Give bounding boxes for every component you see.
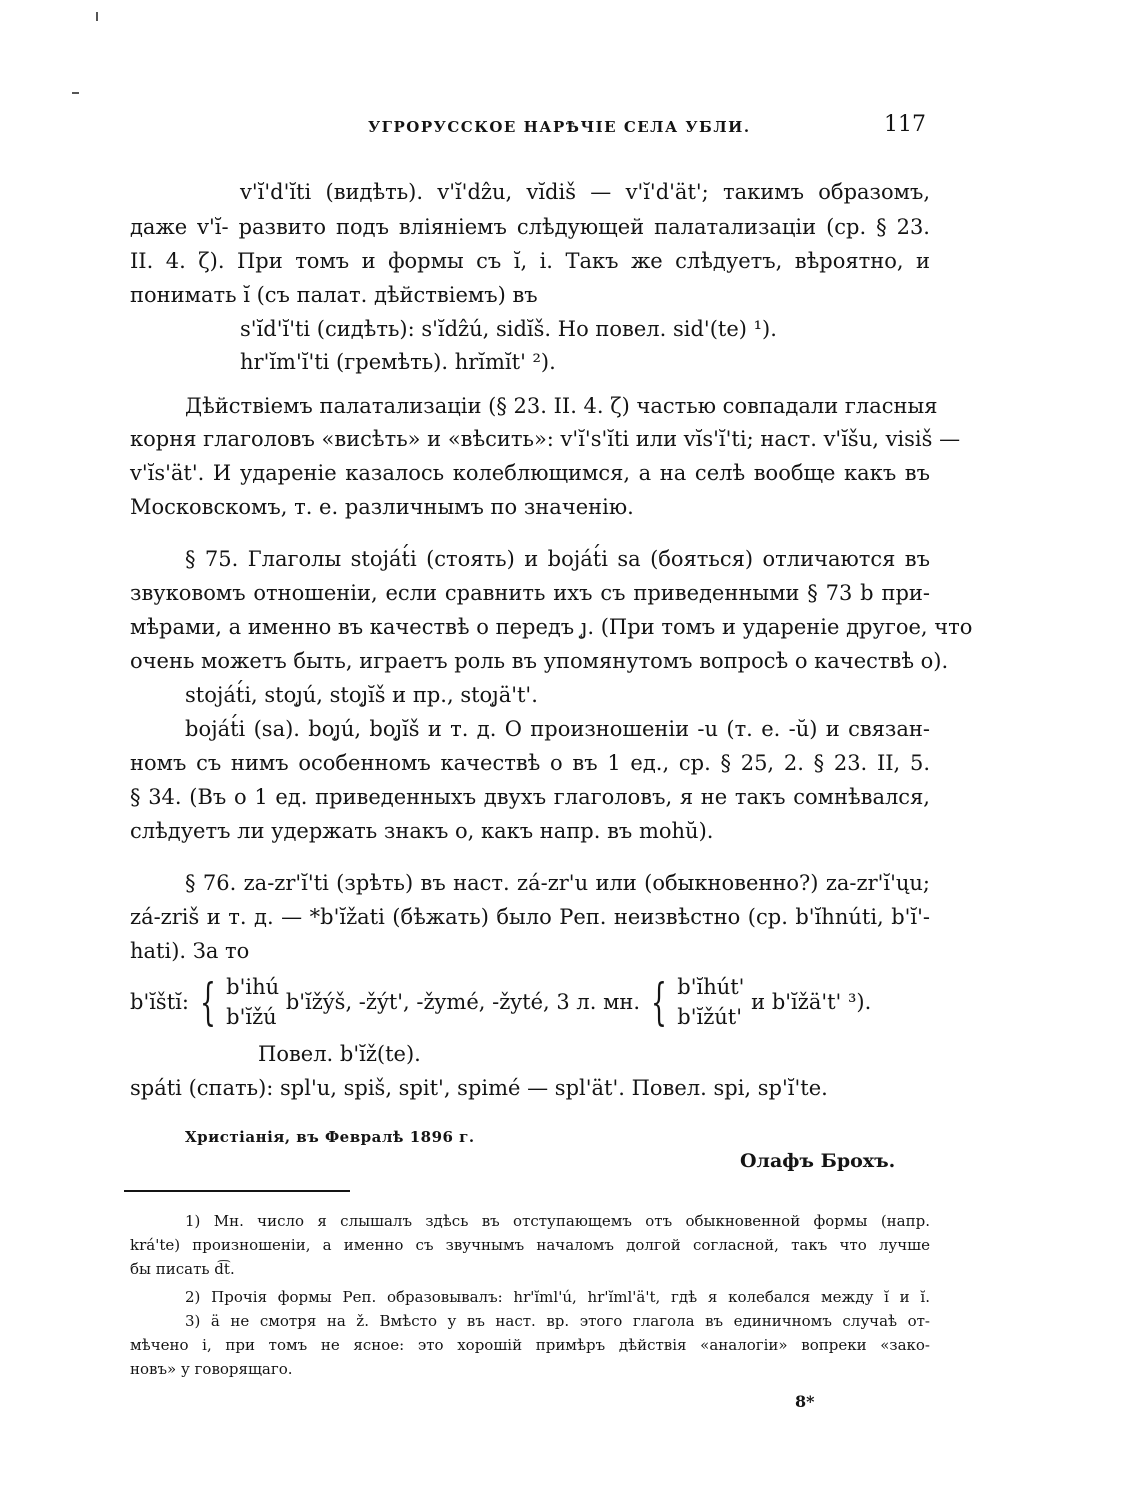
signature-mark: 8* (795, 1392, 815, 1411)
conj-stack-2 (677, 972, 744, 1032)
signature-author: Олафъ Брохъ. (740, 1150, 896, 1172)
conj-stack-1 (226, 972, 279, 1032)
text-line: слѣдуетъ ли удержать знакъ о, какъ напр. въ mohŭ). (130, 819, 714, 843)
conj-option: b'ĭžú (226, 1005, 277, 1029)
text-line: очень можетъ быть, играетъ роль въ упомянутомъ вопросѣ о качествѣ о). (130, 649, 949, 673)
example-line: stoját́i, stoȷ̨ú, stoȷ̨ĭš и пр., stoȷ̨ä't'. (185, 683, 538, 707)
footnote-line: бы писать d͡t. (130, 1260, 235, 1278)
example-line: s'ĭd'ĭ'ti (сидѣть): s'ĭdẑú, sidĭš. Но повел. sid'(te) ¹). (240, 317, 777, 341)
scan-speck (72, 92, 79, 94)
text-line: § 75. Глаголы stoját́i (стоять) и boját́i sa (бояться) отличаются въ (185, 547, 930, 571)
text-line: Московскомъ, т. е. различнымъ по значенію. (130, 495, 634, 519)
footnote-line: 2) Прочія формы Реп. образовывалъ: hr'ĭml'ú, hr'ĭml'ä't, гдѣ я колебался между ĭ и ĭ. (185, 1288, 930, 1306)
text-line: v'ĭ'd'ĭti (видѣть). v'ĭ'dẑu, vĭdiš — v'ĭ'd'ät'; такимъ образомъ, (240, 180, 930, 204)
text-line: мѣрами, а именно въ качествѣ о передъ ȷ̨. (При томъ и удареніе другое, что (130, 615, 973, 639)
conj-option: b'ihú (226, 975, 280, 999)
text-line: корня глаголовъ «висѣть» и «вѣсить»: v'ĭ's'ĭti или vĭs'ĭ'ti; наст. v'ĭšu, visiš — (130, 427, 961, 451)
signature-place-date: Христіанія, въ Февралѣ 1896 г. (185, 1128, 475, 1146)
text-line: понимать ĭ (съ палат. дѣйствіемъ) въ (130, 283, 538, 307)
text-line: hati). За то (130, 939, 250, 963)
scan-speck (96, 12, 98, 21)
footnote-line: 1) Мн. число я слышалъ здѣсь въ отступающемъ отъ обыкновенной формы (напр. (185, 1212, 930, 1230)
conj-tail: и b'ĭžä't' ³). (751, 990, 872, 1014)
footnote-rule (124, 1190, 350, 1192)
conj-option: b'ĭhút' (677, 975, 745, 999)
example-line: hr'ĭm'ĭ'ti (гремѣть). hrĭmĭt' ²). (240, 350, 556, 374)
text-line: § 76. za-zr'ĭ'ti (зрѣть) въ наст. zá-zr'u или (обыкновенно?) za-zr'ĭ'ųu; (185, 871, 930, 895)
conj-option: b'ĭžút' (677, 1005, 742, 1029)
footnote-line: krá'te) произношеніи, а именно съ звучнымъ началомъ долгой согласной, такъ что лучше (130, 1236, 930, 1254)
text-line: даже v'ĭ- развито подъ вліяніемъ слѣдующей палатализаціи (ср. § 23. (130, 215, 930, 239)
example-line: spáti (спать): spl'u, spiš, spit', spimé — spl'ät'. Повел. spi, sp'ĭ'te. (130, 1076, 828, 1100)
text-line: номъ съ нимъ особенномъ качествѣ о въ 1 ед., ср. § 25, 2. § 23. II, 5. (130, 751, 930, 775)
text-line: zá-zriš и т. д. — *b'ĭžati (бѣжать) было Реп. неизвѣстно (ср. b'ĭhnúti, b'ĭ'- (130, 905, 930, 929)
left-brace: { (650, 973, 667, 1031)
footnote-line: 3) ä не смотря на ž. Вмѣсто у въ наст. вр. этого глагола въ единичномъ случаѣ от- (185, 1312, 930, 1330)
footnote-line: новъ» у говорящаго. (130, 1360, 293, 1378)
conj-middle: b'ĭžýš, -žýt', -žymé, -žyté, 3 л. мн. (285, 990, 641, 1014)
text-line: § 34. (Въ о 1 ед. приведенныхъ двухъ глаголовъ, я не такъ сомнѣвался, (130, 785, 930, 809)
text-line: v'ĭs'ät'. И удареніе казалось колеблющимся, а на селѣ вообще какъ въ (130, 461, 930, 485)
running-header: УГРОРУССКОЕ НАРѢЧІЕ СЕЛА УБЛИ. (368, 118, 751, 136)
left-brace: { (199, 973, 216, 1031)
conjugation-block (130, 972, 871, 1032)
footnote-line: мѣчено і, при томъ не ясное: это хорошій примѣръ дѣйствія «аналогіи» вопреки «зако- (130, 1336, 930, 1354)
text-line: II. 4. ζ). При томъ и формы съ ĭ, i. Такъ же слѣдуетъ, вѣроятно, и (130, 249, 930, 273)
conj-lead: b'ĭštĭ: (130, 990, 189, 1014)
text-line: Дѣйствіемъ палатализаціи (§ 23. II. 4. ζ) частью совпадали гласныя (185, 394, 938, 418)
example-line: Повел. b'ĭž(te). (258, 1042, 421, 1066)
page-number: 117 (884, 112, 926, 137)
text-line: boját́i (sa). boȷ̨ú, boȷ̨ĭš и т. д. О произношеніи -u (т. е. -ŭ) и связан- (185, 717, 930, 741)
text-line: звуковомъ отношеніи, если сравнить ихъ съ приведенными § 73 b при- (130, 581, 930, 605)
